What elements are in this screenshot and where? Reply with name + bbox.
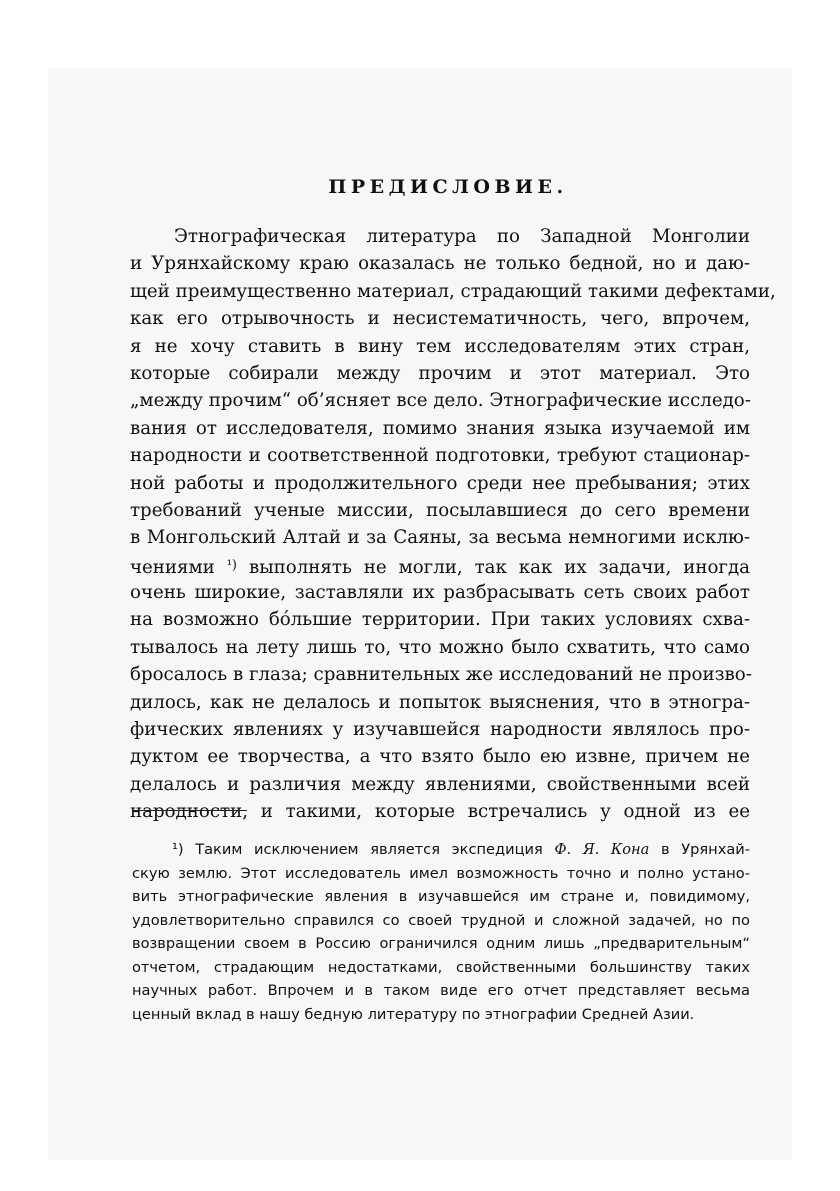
footnote [132, 838, 750, 1026]
page-title: ПРЕДИСЛОВИЕ. [328, 176, 568, 198]
body-line: как его отрывочность и несистематичность, чего, впрочем, [130, 308, 750, 330]
footnote-person-name: Ф. Я. Кона [554, 841, 650, 858]
body-text [130, 223, 776, 826]
footnote-ref-marker: ¹) [226, 557, 238, 573]
footnote-line: вить этнографические явления в изучавшейся им стране и, повидимому, [132, 888, 750, 905]
body-line: „между прочим“ об’ясняет все дело. Этнографические исследо- [130, 390, 751, 412]
body-line: очень широкие, заставляли их разбрасывать сеть своих работ [130, 582, 750, 604]
footnote-line: удовлетворительно справился со своей трудной и сложной задачей, но по [132, 911, 750, 929]
footnote-line: ценный вклад в нашу бедную литературу по этнографии Средней Азии. [132, 1005, 695, 1023]
body-line: фических явлениях у изучавшейся народности являлось про- [130, 719, 750, 741]
body-line: народности, и такими, которые встречались у одной из ее [130, 801, 750, 823]
body-line: и Урянхайскому краю оказалась не только бедной, но и даю- [130, 253, 750, 275]
body-line: бросалось в глаза; сравнительных же исследований не произво- [130, 664, 752, 686]
footnote-text: Таким исключением является экспедиция [195, 841, 543, 858]
body-line: в Монгольский Алтай и за Саяны, за весьма немногими исклю- [130, 527, 750, 549]
body-line: дуктом ее творчества, а что взято было ею извне, причем не [130, 746, 750, 768]
body-line: щей преимущественно материал, страдающий такими дефектами, [130, 280, 776, 302]
footnote-line: возвращении своем в Россию ограничился одним лишь „предварительным“ [132, 935, 750, 952]
body-line: народности и соответственной подготовки, требуют стационар- [130, 445, 750, 467]
body-line: требований ученые миссии, посылавшиеся до сего времени [130, 499, 750, 521]
body-line: дилось, как не делалось и попыток выяснения, что в этногра- [130, 691, 750, 713]
body-line: тывалось на лету лишь то, что можно было схватить, что само [130, 636, 750, 658]
body-line: делалось и различия между явлениями, свойственными всей [130, 773, 750, 795]
footnote-line: скую землю. Этот исследователь имел возможность точно и полно устано- [132, 864, 750, 882]
body-line: Этнографическая литература по Западной Монголии [174, 226, 750, 247]
body-line-end: выполнять не могли, так как их задачи, иногда [248, 556, 750, 578]
body-line: ной работы и продолжительного среди нее пребывания; этих [130, 472, 750, 494]
footnote-line [132, 838, 750, 862]
footnote-separator [132, 810, 247, 811]
body-line-start: чениями [130, 556, 215, 578]
footnote-marker: ¹) [172, 841, 184, 858]
body-line: которые собирали между прочим и этот материал. Это [130, 362, 750, 384]
body-line: я не хочу ставить в вину тем исследователям этих стран, [130, 335, 750, 357]
body-line-with-footnote-ref [130, 552, 750, 579]
footnote-line: научных работ. Впрочем и в таком виде его отчет представляет весьма [132, 982, 750, 999]
footnote-text: в Урянхай- [660, 841, 751, 858]
footnote-line: отчетом, страдающим недостатками, свойственными большинству таких [132, 958, 750, 976]
body-line: вания от исследователя, помимо знания языка изучаемой им [130, 417, 750, 439]
body-line: на возможно бо́льшие территории. При таких условиях схва- [130, 609, 750, 631]
